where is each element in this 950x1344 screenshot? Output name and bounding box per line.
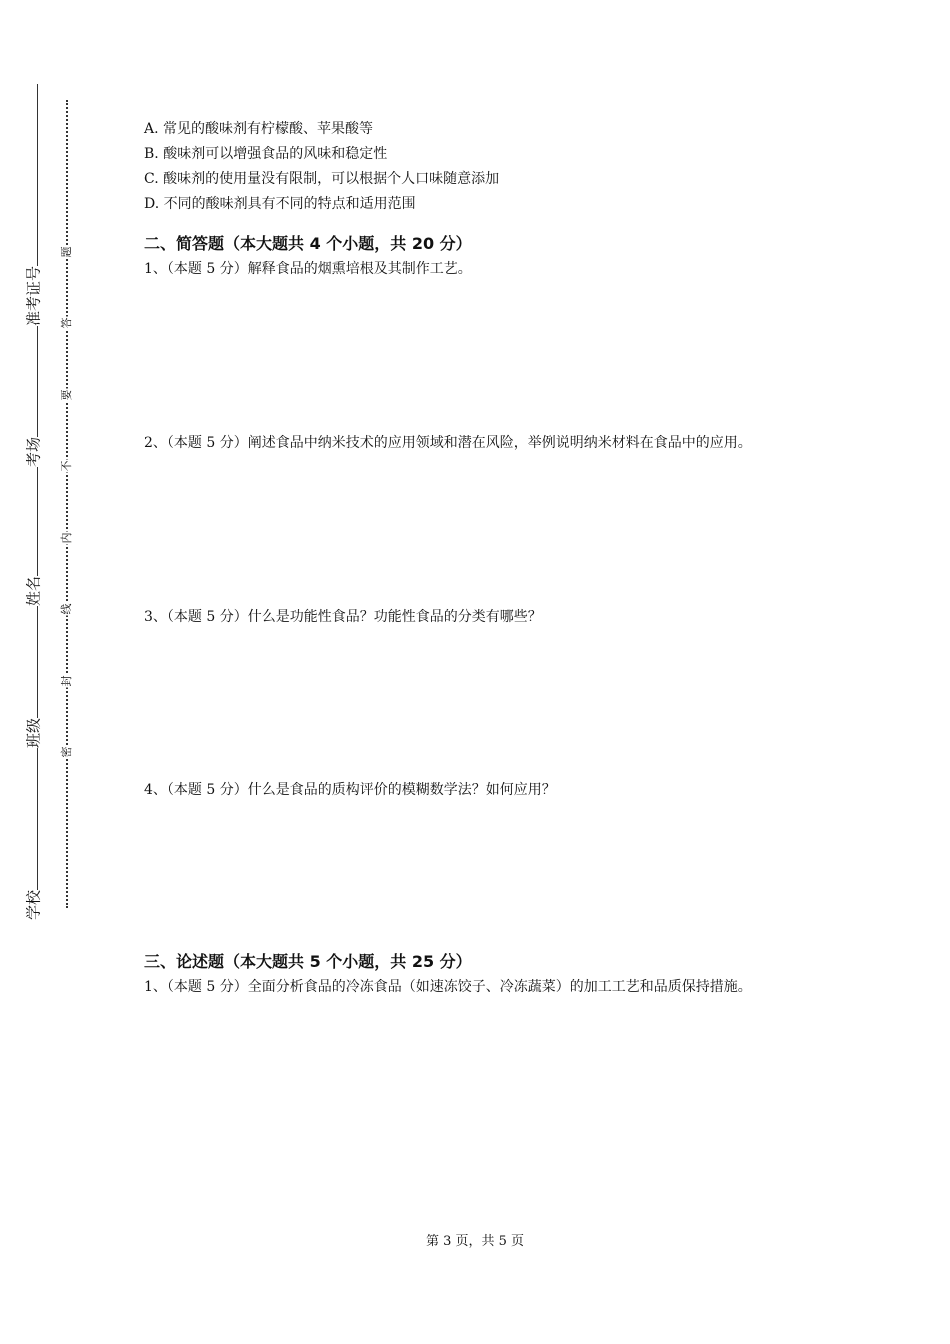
option-b: B. 酸味剂可以增强食品的风味和稳定性 bbox=[144, 146, 388, 162]
question-2-2: 2、（本题 5 分）阐述食品中纳米技术的应用领域和潜在风险，举例说明纳米材料在食品中的应用。 bbox=[144, 435, 752, 451]
binding-solid-line bbox=[37, 84, 38, 920]
question-3-1: 1、（本题 5 分）全面分析食品的冷冻食品（如速冻饺子、冷冻蔬菜）的加工工艺和品质保持措施。 bbox=[144, 979, 752, 995]
section-title-short-answer: 二、简答题（本大题共 4 个小题，共 20 分） bbox=[144, 234, 472, 253]
binding-strip: 准考证号 考场 姓名 班级 学校 题 答 要 不 内 线 封 密 bbox=[0, 0, 80, 1344]
option-d: D. 不同的酸味剂具有不同的特点和适用范围 bbox=[144, 196, 416, 212]
question-2-3: 3、（本题 5 分）什么是功能性食品？功能性食品的分类有哪些？ bbox=[144, 609, 542, 625]
page-number: 第 3 页，共 5 页 bbox=[425, 1234, 525, 1249]
option-c: C. 酸味剂的使用量没有限制，可以根据个人口味随意添加 bbox=[144, 171, 500, 187]
question-2-4: 4、（本题 5 分）什么是食品的质构评价的模糊数学法？如何应用？ bbox=[144, 782, 556, 798]
exam-content bbox=[144, 117, 814, 1000]
option-a: A. 常见的酸味剂有柠檬酸、苹果酸等 bbox=[144, 121, 374, 137]
section-title-essay: 三、论述题（本大题共 5 个小题，共 25 分） bbox=[144, 952, 472, 971]
question-2-1: 1、（本题 5 分）解释食品的烟熏培根及其制作工艺。 bbox=[144, 261, 472, 277]
seal-dotted-line bbox=[66, 100, 68, 908]
